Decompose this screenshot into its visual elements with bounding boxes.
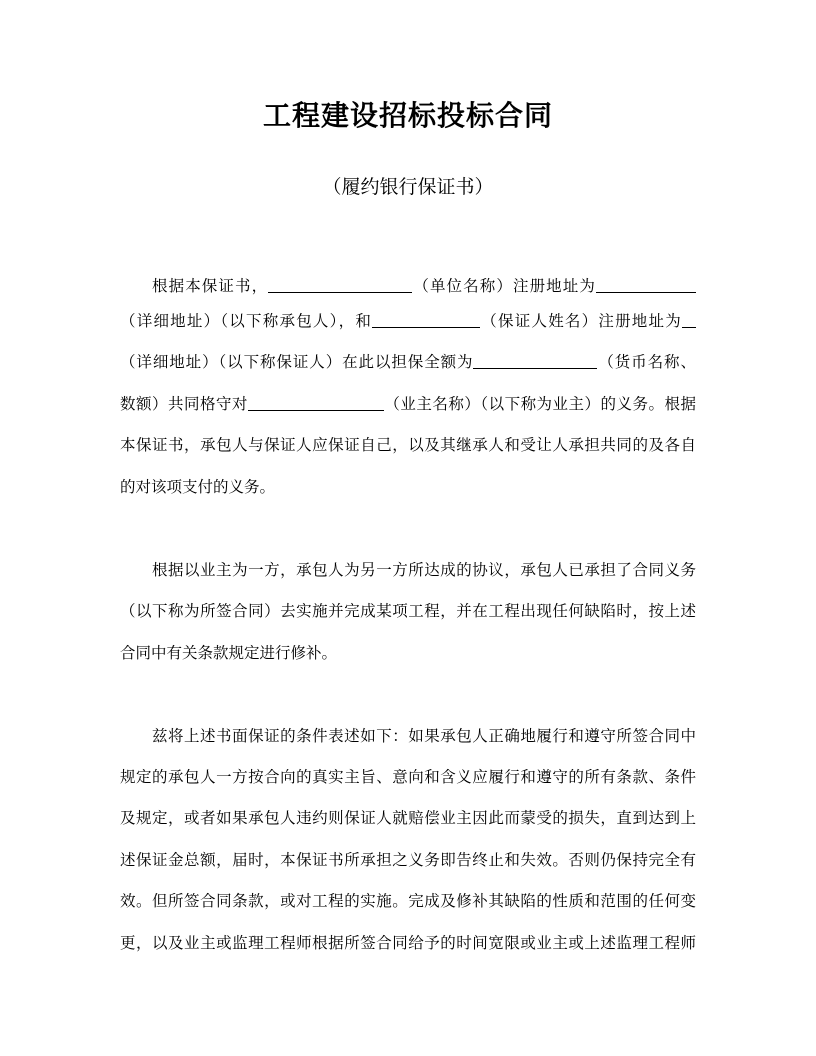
guarantor-address-blank [682, 311, 696, 328]
paragraph-1-line-5: 本保证书，承包人与保证人应保证自己，以及其继承人和受让人承担共同的及各自 [120, 436, 696, 454]
paragraph-2-line-1: 根据以业主为一方，承包人为另一方所达成的协议，承包人已承担了合同义务 [152, 561, 696, 579]
text-segment: （保证人姓名）注册地址为 [480, 312, 682, 330]
text-segment: （详细地址）（以下称保证人）在此以担保全额为 [120, 353, 474, 371]
guarantee-amount-blank [473, 352, 597, 369]
text-segment: （详细地址）（以下称承包人），和 [120, 312, 373, 330]
text-segment: （单位名称）注册地址为 [412, 277, 596, 295]
paragraph-3-line-4: 述保证金总额，届时，本保证书所承担之义务即告终止和失效。否则仍保持完全有 [120, 851, 696, 869]
paragraph-2-line-3: 合同中有关条款规定进行修补。 [120, 644, 338, 662]
paragraph-3-line-6: 更，以及业主或监理工程师根据所签合同给予的时间宽限或业主或上述监理工程师 [120, 934, 696, 952]
paragraph-3-line-2: 规定的承包人一方按合向的真实主旨、意向和含义应履行和遵守的所有条款、条件 [120, 768, 696, 786]
guarantor-name-blank [372, 311, 480, 328]
registered-address-blank [596, 276, 696, 293]
paragraph-1-line-1 [120, 266, 696, 306]
paragraph-2-line-2: （以下称为所签合同）去实施并完成某项工程，并在工程出现任何缺陷时，按上述 [120, 602, 696, 620]
document-title: 工程建设招标投标合同 [262, 99, 553, 132]
text-segment: 根据本保证书， [152, 277, 269, 295]
paragraph-1-line-6: 的对该项支付的义务。 [120, 478, 276, 496]
paragraph-1-line-3 [120, 342, 696, 382]
paragraph-3-line-3: 及规定，或者如果承包人违约则保证人就赔偿业主因此而蒙受的损失，直到达到上 [120, 809, 696, 827]
owner-name-blank [248, 394, 384, 411]
paragraph-1-line-4 [120, 384, 696, 424]
paragraph-3-line-1: 兹将上述书面保证的条件表述如下：如果承包人正确地履行和遵守所签合同中 [152, 727, 696, 745]
document-subtitle: （履约银行保证书） [322, 176, 494, 198]
unit-name-blank [268, 276, 412, 293]
paragraph-1-line-2 [120, 301, 696, 341]
text-segment: 数额）共同格守对 [120, 395, 248, 413]
paragraph-3-line-5: 效。但所签合同条款，或对工程的实施。完成及修补其缺陷的性质和范围的任何变 [120, 892, 696, 910]
text-segment: （业主名称）（以下称为业主）的义务。根据 [383, 395, 696, 413]
text-segment: （货币名称、 [597, 353, 696, 371]
